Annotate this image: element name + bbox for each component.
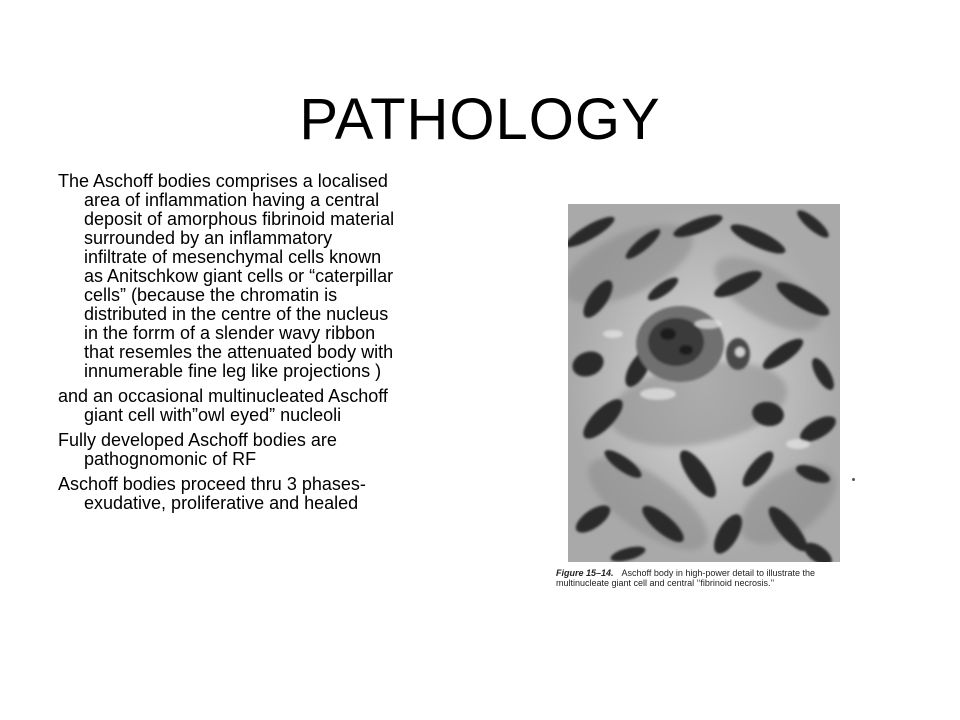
figure-label: Figure 15–14. [556,568,614,578]
paragraph-phases: Aschoff bodies proceed thru 3 phases- exudative, proliferative and healed [58,474,366,513]
slide-title: PATHOLOGY [299,86,661,152]
body-text [58,172,478,519]
micrograph-drawing [568,204,840,562]
micrograph-image [568,204,840,562]
paragraph-pathognomonic: Fully developed Aschoff bodies are pathognomonic of RF [58,430,337,469]
scan-speck [852,478,855,481]
figure-caption-text: Aschoff body in high-power detail to illustrate the multinucleate giant cell and central ‘‘fibrinoid necrosis.’’ [556,568,815,588]
paragraph-aschoff-bodies: The Aschoff bodies comprises a localised area of inflammation having a central deposit of amorphous fibrinoid material surrounded by an inflammatory infiltrate of mesenchymal cells known as Anitschkow giant cells or “caterpillar cells” (because the chromatin is distributed in the centre of the nucleus in the forrm of a slender wavy ribbon that resemles the attenuated body with innumerable fine leg like projections ) [58,171,395,381]
figure-caption [556,568,856,588]
paragraph-giant-cell: and an occasional multinucleated Aschoff giant cell with”owl eyed” nucleoli [58,386,388,425]
